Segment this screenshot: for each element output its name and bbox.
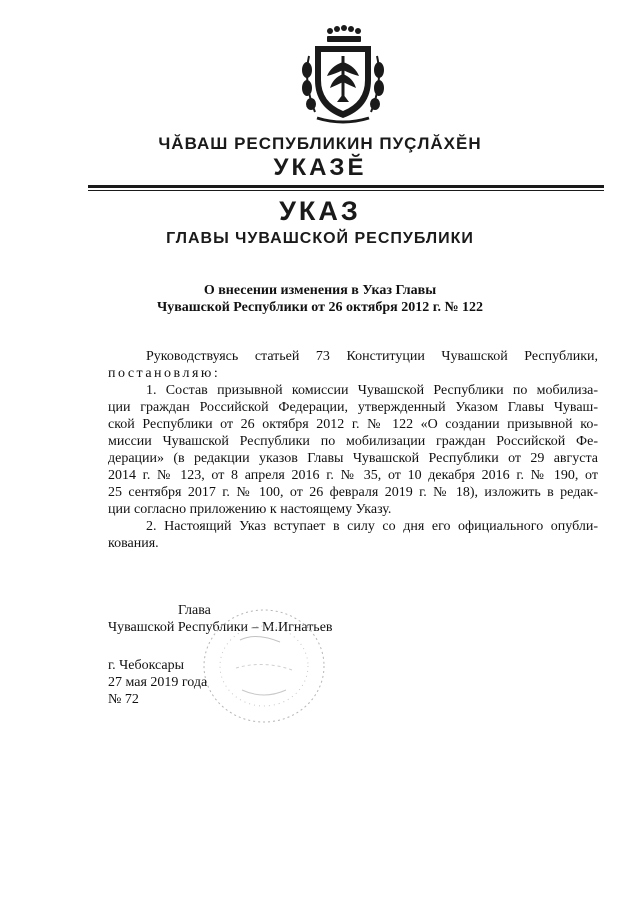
city: г. Чебоксары xyxy=(108,658,185,673)
chuvash-decree-title: УКАЗĔ xyxy=(273,154,367,181)
header-rule-thick xyxy=(88,185,604,188)
body-line: 2014 г. № 123, от 8 апреля 2016 г. № 35, от 10 декабря 2016 г. № 190, от xyxy=(108,468,598,483)
chuvash-org-heading: ЧĂВАШ РЕСПУБЛИКИН ПУÇЛĂХĔН xyxy=(158,134,482,153)
body-line: Руководствуясь статьей 73 Конституции Чувашской Республики, xyxy=(146,349,598,364)
subject-line: Чувашской Республики от 26 октября 2012 г. № 122 xyxy=(156,300,484,315)
body-line: ции граждан Российской Федерации, утвержденный Указом Главы Чуваш- xyxy=(108,400,598,415)
official-stamp xyxy=(196,604,332,728)
body-line: 2. Настоящий Указ вступает в силу со дня его официального опубли- xyxy=(146,519,598,534)
coat-of-arms-emblem xyxy=(297,22,389,126)
body-line: кования. xyxy=(108,536,159,551)
decree-date: 27 мая 2019 года xyxy=(108,675,208,690)
header-rule-thin xyxy=(88,190,604,191)
body-line: дерации» (в редакции указов Главы Чувашской Республики от 29 августа xyxy=(108,451,598,466)
russian-org-heading: ГЛАВЫ ЧУВАШСКОЙ РЕСПУБЛИКИ xyxy=(166,230,474,247)
signatory-title: Глава xyxy=(178,603,211,618)
russian-decree-title: УКАЗ xyxy=(279,196,361,226)
decree-details xyxy=(108,657,207,708)
body-line: миссии Чувашской Республики по мобилизации граждан Российской Фе- xyxy=(108,434,598,449)
body-line: 1. Состав призывной комиссии Чувашской Республики по мобилиза- xyxy=(146,383,598,398)
body-line-resolve: постановляю: xyxy=(108,366,221,381)
body-line: 25 сентября 2017 г. № 100, от 26 февраля 2019 г. № 18), изложить в редак- xyxy=(108,485,598,500)
signatory-name: Чувашской Республики – М.Игнатьев xyxy=(108,620,333,635)
decree-number: № 72 xyxy=(108,692,139,707)
subject-line: О внесении изменения в Указ Главы xyxy=(203,283,437,298)
decree-body xyxy=(108,348,598,552)
decree-subject xyxy=(0,282,640,316)
body-line: ской Республики от 26 октября 2012 г. № 122 «О создании призывной ко- xyxy=(108,417,598,432)
body-line: ции согласно приложению к настоящему Указу. xyxy=(108,502,392,517)
